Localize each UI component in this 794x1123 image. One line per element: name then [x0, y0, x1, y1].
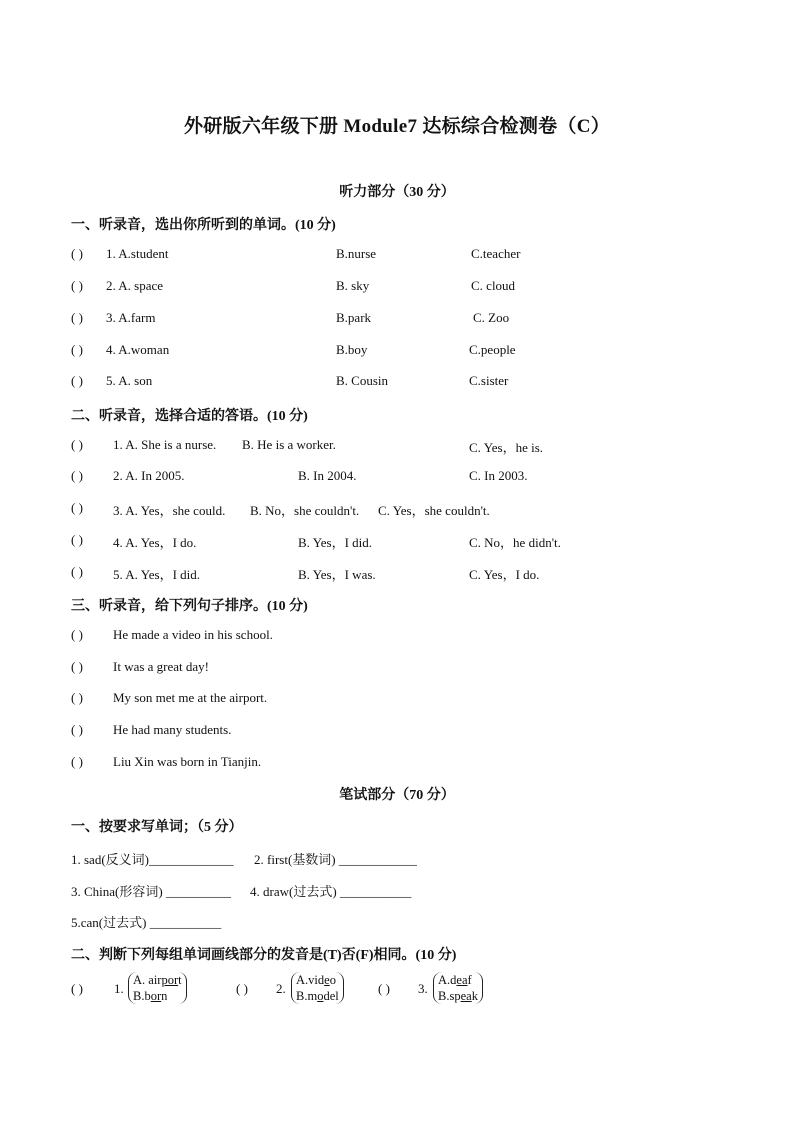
word-b: B.born [133, 989, 168, 1003]
question-option-b: B. Yes，I did. [298, 535, 373, 550]
question-option-a: 4. A. Yes，I do. [113, 535, 197, 550]
answer-blank[interactable]: ( ) [71, 373, 83, 388]
question-option-b: B. Yes，I was. [298, 567, 376, 582]
question-option-c: C. No，he didn't. [469, 535, 561, 550]
section-heading: 二、听录音，选择合适的答语。(10 分) [71, 409, 308, 424]
question-option-b: B.park [336, 310, 372, 325]
fill-in-item[interactable]: 2. first(基数词) ____________ [254, 852, 417, 867]
question-option-b: B. Cousin [336, 373, 389, 388]
question-option-a: 1. A.student [106, 246, 169, 261]
answer-blank[interactable]: ( ) [71, 981, 83, 996]
answer-blank[interactable]: ( ) [71, 627, 83, 642]
section-heading: 一、听录音，选出你所听到的单词。(10 分) [71, 218, 336, 233]
word-a: A.deaf [438, 973, 472, 987]
answer-blank[interactable]: ( ) [71, 310, 83, 325]
question-option-a: 5. A. Yes，I did. [113, 567, 201, 582]
fill-in-item[interactable]: 5.can(过去式) ___________ [71, 915, 222, 930]
question-option-b: B.boy [336, 342, 368, 357]
question-option-b: B. sky [336, 278, 370, 293]
group-number: 3. [418, 981, 428, 996]
word-b: B.model [296, 989, 339, 1003]
answer-blank[interactable]: ( ) [236, 981, 248, 996]
question-option-a: 3. A.farm [106, 310, 156, 325]
answer-blank[interactable]: ( ) [71, 532, 83, 547]
sentence-text: It was a great day! [113, 659, 210, 674]
answer-blank[interactable]: ( ) [71, 722, 83, 737]
section-heading: 二、判断下列每组单词画线部分的发音是(T)否(F)相同。(10 分) [71, 948, 457, 963]
fill-in-item[interactable]: 4. draw(过去式) ___________ [250, 884, 412, 899]
answer-blank[interactable]: ( ) [71, 659, 83, 674]
sentence-text: My son met me at the airport. [113, 690, 268, 705]
word-b: B.speak [438, 989, 478, 1003]
page-title: 外研版六年级下册 Module7 达标综合检测卷（C） [183, 116, 611, 137]
group-number: 1. [114, 981, 124, 996]
question-option-b: B. No，she couldn't. [250, 503, 360, 518]
section-heading: 三、听录音，给下列句子排序。(10 分) [71, 599, 308, 614]
question-option-b: B. In 2004. [298, 468, 357, 483]
question-option-c: C. Yes，he is. [469, 440, 544, 455]
question-option-b: B. He is a worker. [242, 437, 336, 452]
answer-blank[interactable]: ( ) [71, 246, 83, 261]
answer-blank[interactable]: ( ) [71, 468, 83, 483]
answer-blank[interactable]: ( ) [71, 278, 83, 293]
section-heading: 一、按要求写单词；（5 分） [71, 820, 243, 835]
word-a: A.video [296, 973, 336, 987]
question-option-c: C.people [469, 342, 516, 357]
word-pair [128, 972, 187, 1004]
listening-part-header: 听力部分（30 分） [339, 185, 455, 200]
question-option-c: C.sister [469, 373, 509, 388]
question-option-c: C. In 2003. [469, 468, 528, 483]
word-pair [433, 972, 483, 1004]
sentence-text: He made a video in his school. [113, 627, 273, 642]
fill-in-item[interactable]: 3. China(形容词) __________ [71, 884, 231, 899]
answer-blank[interactable]: ( ) [71, 754, 83, 769]
question-option-a: 2. A. space [106, 278, 164, 293]
question-option-c: C. cloud [471, 278, 516, 293]
word-a: A. airport [133, 973, 182, 987]
fill-in-item[interactable]: 1. sad(反义词)_____________ [71, 852, 234, 867]
word-pair [291, 972, 344, 1004]
question-option-a: 3. A. Yes，she could. [113, 503, 226, 518]
answer-blank[interactable]: ( ) [71, 690, 83, 705]
question-option-c: C.teacher [471, 246, 521, 261]
writing-part-header: 笔试部分（70 分） [339, 788, 455, 803]
question-option-c: C. Yes，she couldn't. [378, 503, 490, 518]
group-number: 2. [276, 981, 286, 996]
question-option-a: 2. A. In 2005. [113, 468, 185, 483]
answer-blank[interactable]: ( ) [378, 981, 390, 996]
question-option-c: C. Zoo [473, 310, 510, 325]
question-option-a: 4. A.woman [106, 342, 170, 357]
question-option-a: 5. A. son [106, 373, 153, 388]
answer-blank[interactable]: ( ) [71, 500, 83, 515]
answer-blank[interactable]: ( ) [71, 564, 83, 579]
question-option-a: 1. A. She is a nurse. [113, 437, 217, 452]
sentence-text: Liu Xin was born in Tianjin. [113, 754, 262, 769]
answer-blank[interactable]: ( ) [71, 437, 83, 452]
sentence-text: He had many students. [113, 722, 232, 737]
question-option-b: B.nurse [336, 246, 377, 261]
question-option-c: C. Yes，I do. [469, 567, 540, 582]
answer-blank[interactable]: ( ) [71, 342, 83, 357]
